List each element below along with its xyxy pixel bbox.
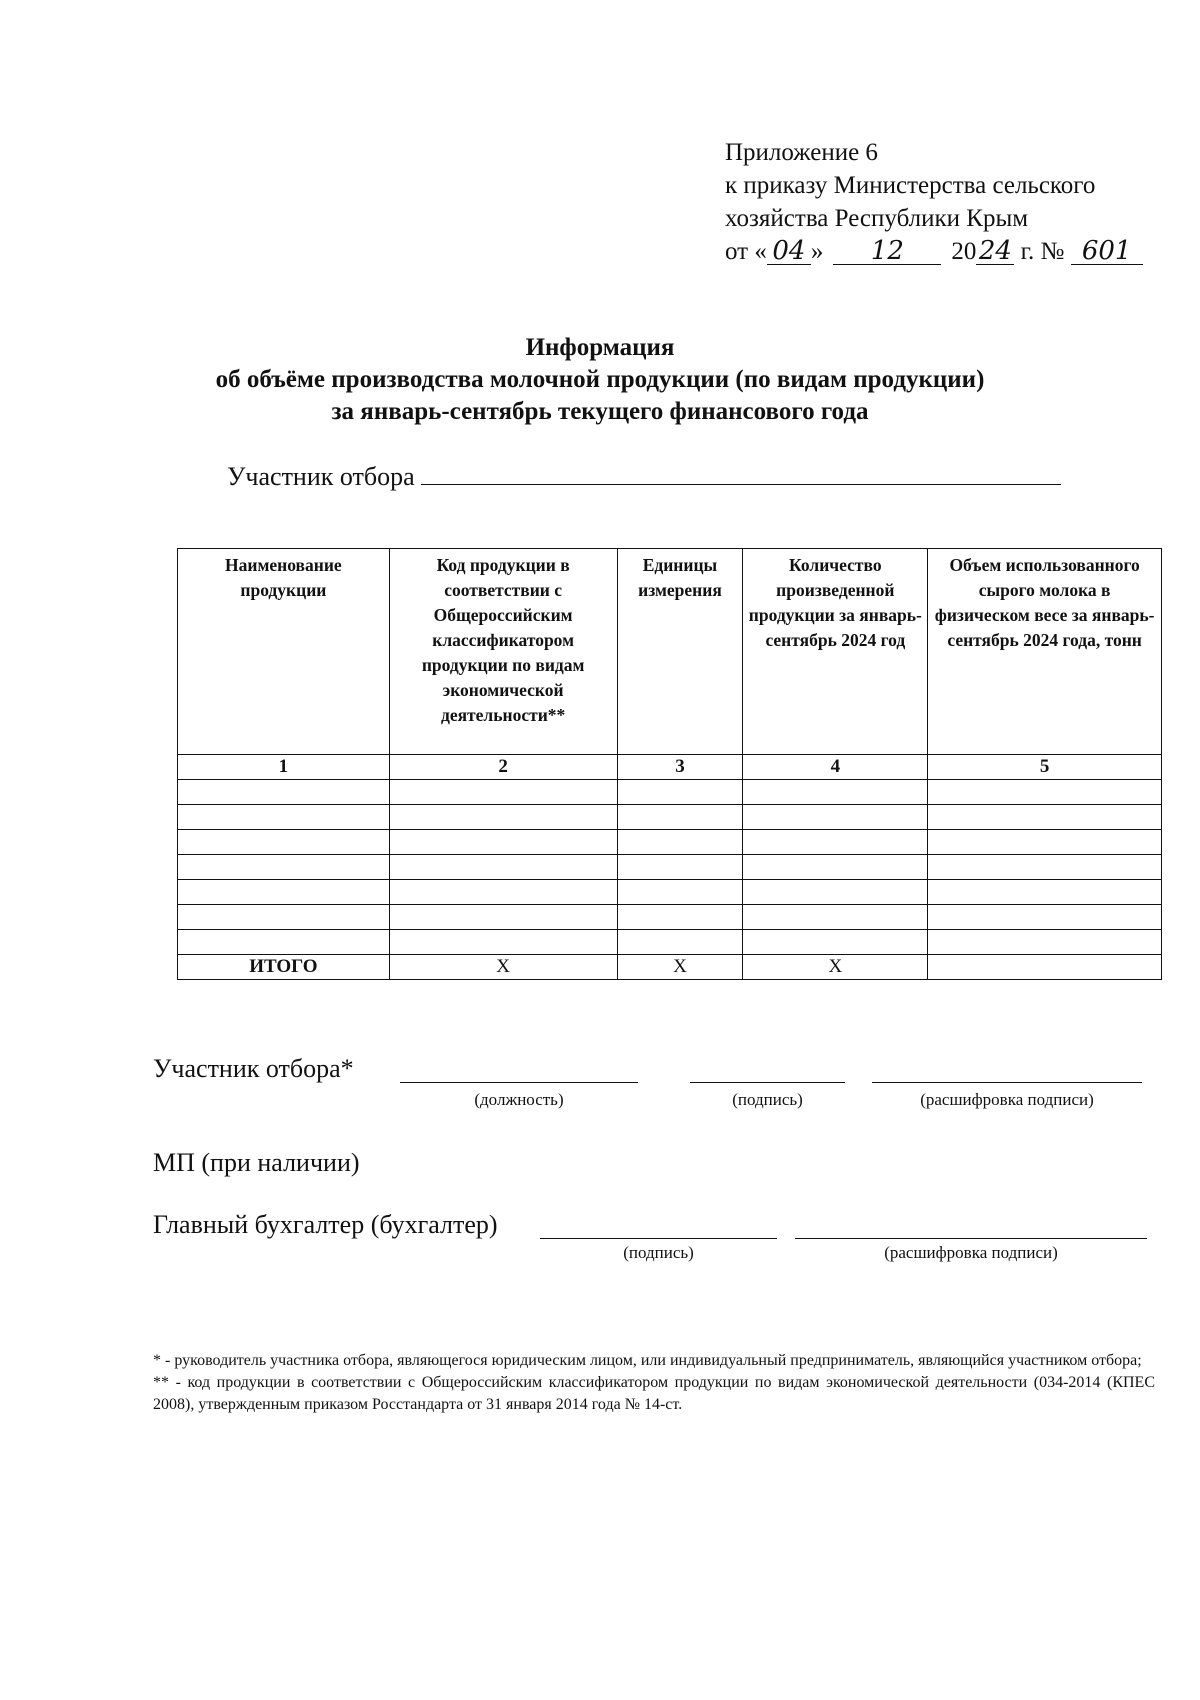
header-units: Единицы измерения — [617, 549, 743, 755]
date-prefix: от « — [725, 238, 767, 265]
appendix-ministry-line: хозяйства Республики Крым — [725, 205, 1029, 232]
table-cell[interactable] — [178, 930, 390, 955]
accountant-label: Главный бухгалтер (бухгалтер) — [153, 1210, 498, 1239]
table-total-row — [178, 955, 1162, 980]
col-number-3: 3 — [617, 755, 743, 780]
table-cell[interactable] — [178, 830, 390, 855]
position-line — [400, 1056, 638, 1083]
position-caption: (должность) — [474, 1090, 564, 1109]
table-cell[interactable] — [617, 880, 743, 905]
table-row — [178, 905, 1162, 930]
table-cell[interactable] — [389, 880, 617, 905]
total-code: Х — [389, 955, 617, 980]
participant-blank-line — [421, 458, 1061, 485]
table-cell[interactable] — [389, 930, 617, 955]
table-cell[interactable] — [617, 905, 743, 930]
participant-field — [227, 458, 1061, 492]
table-cell[interactable] — [178, 905, 390, 930]
production-table — [177, 548, 1162, 980]
title-line-2: об объёме производства молочной продукции (по видам продукции) — [215, 366, 985, 393]
table-row — [178, 855, 1162, 880]
table-row — [178, 830, 1162, 855]
date-year-suffix: 24 — [976, 238, 1014, 265]
table-cell[interactable] — [389, 805, 617, 830]
participant-label: Участник отбора — [227, 462, 415, 491]
table-cell[interactable] — [389, 855, 617, 880]
document-title — [0, 332, 1200, 428]
footnote-2: ** - код продукции в соответствии с Общероссийским классификатором продукции по видам экономической деятельности (034-2014 (КПЕС 2008), утвержденным приказом Росстандарта от 31 января 2014 года № 14-ст. — [153, 1374, 1155, 1413]
total-milk-volume[interactable] — [928, 955, 1162, 980]
table-cell[interactable] — [617, 805, 743, 830]
order-number: 601 — [1071, 238, 1143, 265]
table-cell[interactable] — [178, 855, 390, 880]
accountant-decoding-line — [795, 1212, 1147, 1239]
title-line-3: за январь-сентябрь текущего финансового года — [331, 398, 869, 425]
table-row — [178, 930, 1162, 955]
table-cell[interactable] — [743, 855, 928, 880]
col-number-1: 1 — [178, 755, 390, 780]
signature-line — [690, 1056, 845, 1083]
header-milk-volume: Объем использованного сырого молока в физическом весе за январь-сентябрь 2024 года, тонн — [928, 549, 1162, 755]
total-label: ИТОГО — [178, 955, 390, 980]
footnotes — [153, 1350, 1155, 1416]
appendix-header — [725, 136, 1143, 268]
signature-caption: (подпись) — [732, 1090, 803, 1109]
total-units: Х — [617, 955, 743, 980]
table-cell[interactable] — [928, 830, 1162, 855]
table-cell[interactable] — [389, 905, 617, 930]
table-cell[interactable] — [617, 930, 743, 955]
table-row — [178, 780, 1162, 805]
table-cell[interactable] — [928, 855, 1162, 880]
order-number-label: г. № — [1020, 238, 1065, 265]
date-month: 12 — [833, 238, 941, 265]
table-row — [178, 805, 1162, 830]
table-cell[interactable] — [743, 830, 928, 855]
title-line-1: Информация — [525, 334, 675, 361]
date-day-close: » — [810, 238, 824, 265]
table-cell[interactable] — [617, 780, 743, 805]
table-cell[interactable] — [389, 780, 617, 805]
table-cell[interactable] — [743, 905, 928, 930]
table-cell[interactable] — [928, 930, 1162, 955]
col-number-4: 4 — [743, 755, 928, 780]
table-cell[interactable] — [928, 905, 1162, 930]
appendix-date-line — [725, 235, 1143, 268]
table-number-row — [178, 755, 1162, 780]
decoding-caption: (расшифровка подписи) — [920, 1090, 1094, 1109]
appendix-order-line: к приказу Министерства сельского — [725, 172, 1096, 199]
col-number-5: 5 — [928, 755, 1162, 780]
date-year-prefix: 20 — [951, 238, 977, 265]
footnote-1: * - руководитель участника отбора, являющегося юридическим лицом, или индивидуальный предприниматель, являющийся участником отбора; — [153, 1352, 1142, 1369]
table-cell[interactable] — [743, 930, 928, 955]
table-cell[interactable] — [178, 780, 390, 805]
header-quantity: Количество произведенной продукции за январь-сентябрь 2024 год — [743, 549, 928, 755]
table-cell[interactable] — [928, 805, 1162, 830]
header-product-name: Наименование продукции — [178, 549, 390, 755]
date-day: 04 — [767, 238, 811, 265]
col-number-2: 2 — [389, 755, 617, 780]
table-cell[interactable] — [178, 880, 390, 905]
table-cell[interactable] — [389, 830, 617, 855]
accountant-signature-line — [540, 1212, 777, 1239]
table-cell[interactable] — [617, 830, 743, 855]
table-cell[interactable] — [928, 880, 1162, 905]
table-header-row — [178, 549, 1162, 755]
participant-signature-label: Участник отбора* — [153, 1054, 354, 1083]
decoding-line — [872, 1056, 1142, 1083]
total-quantity: Х — [743, 955, 928, 980]
table-cell[interactable] — [743, 805, 928, 830]
stamp-label: МП (при наличии) — [153, 1148, 360, 1177]
header-product-code: Код продукции в соответствии с Общероссийским классификатором продукции по видам экономической деятельности** — [389, 549, 617, 755]
table-cell[interactable] — [178, 805, 390, 830]
table-cell[interactable] — [617, 855, 743, 880]
table-cell[interactable] — [928, 780, 1162, 805]
appendix-title: Приложение 6 — [725, 139, 878, 166]
table-row — [178, 880, 1162, 905]
table-cell[interactable] — [743, 880, 928, 905]
accountant-decoding-caption: (расшифровка подписи) — [884, 1243, 1058, 1262]
accountant-signature-caption: (подпись) — [623, 1243, 694, 1262]
table-cell[interactable] — [743, 780, 928, 805]
